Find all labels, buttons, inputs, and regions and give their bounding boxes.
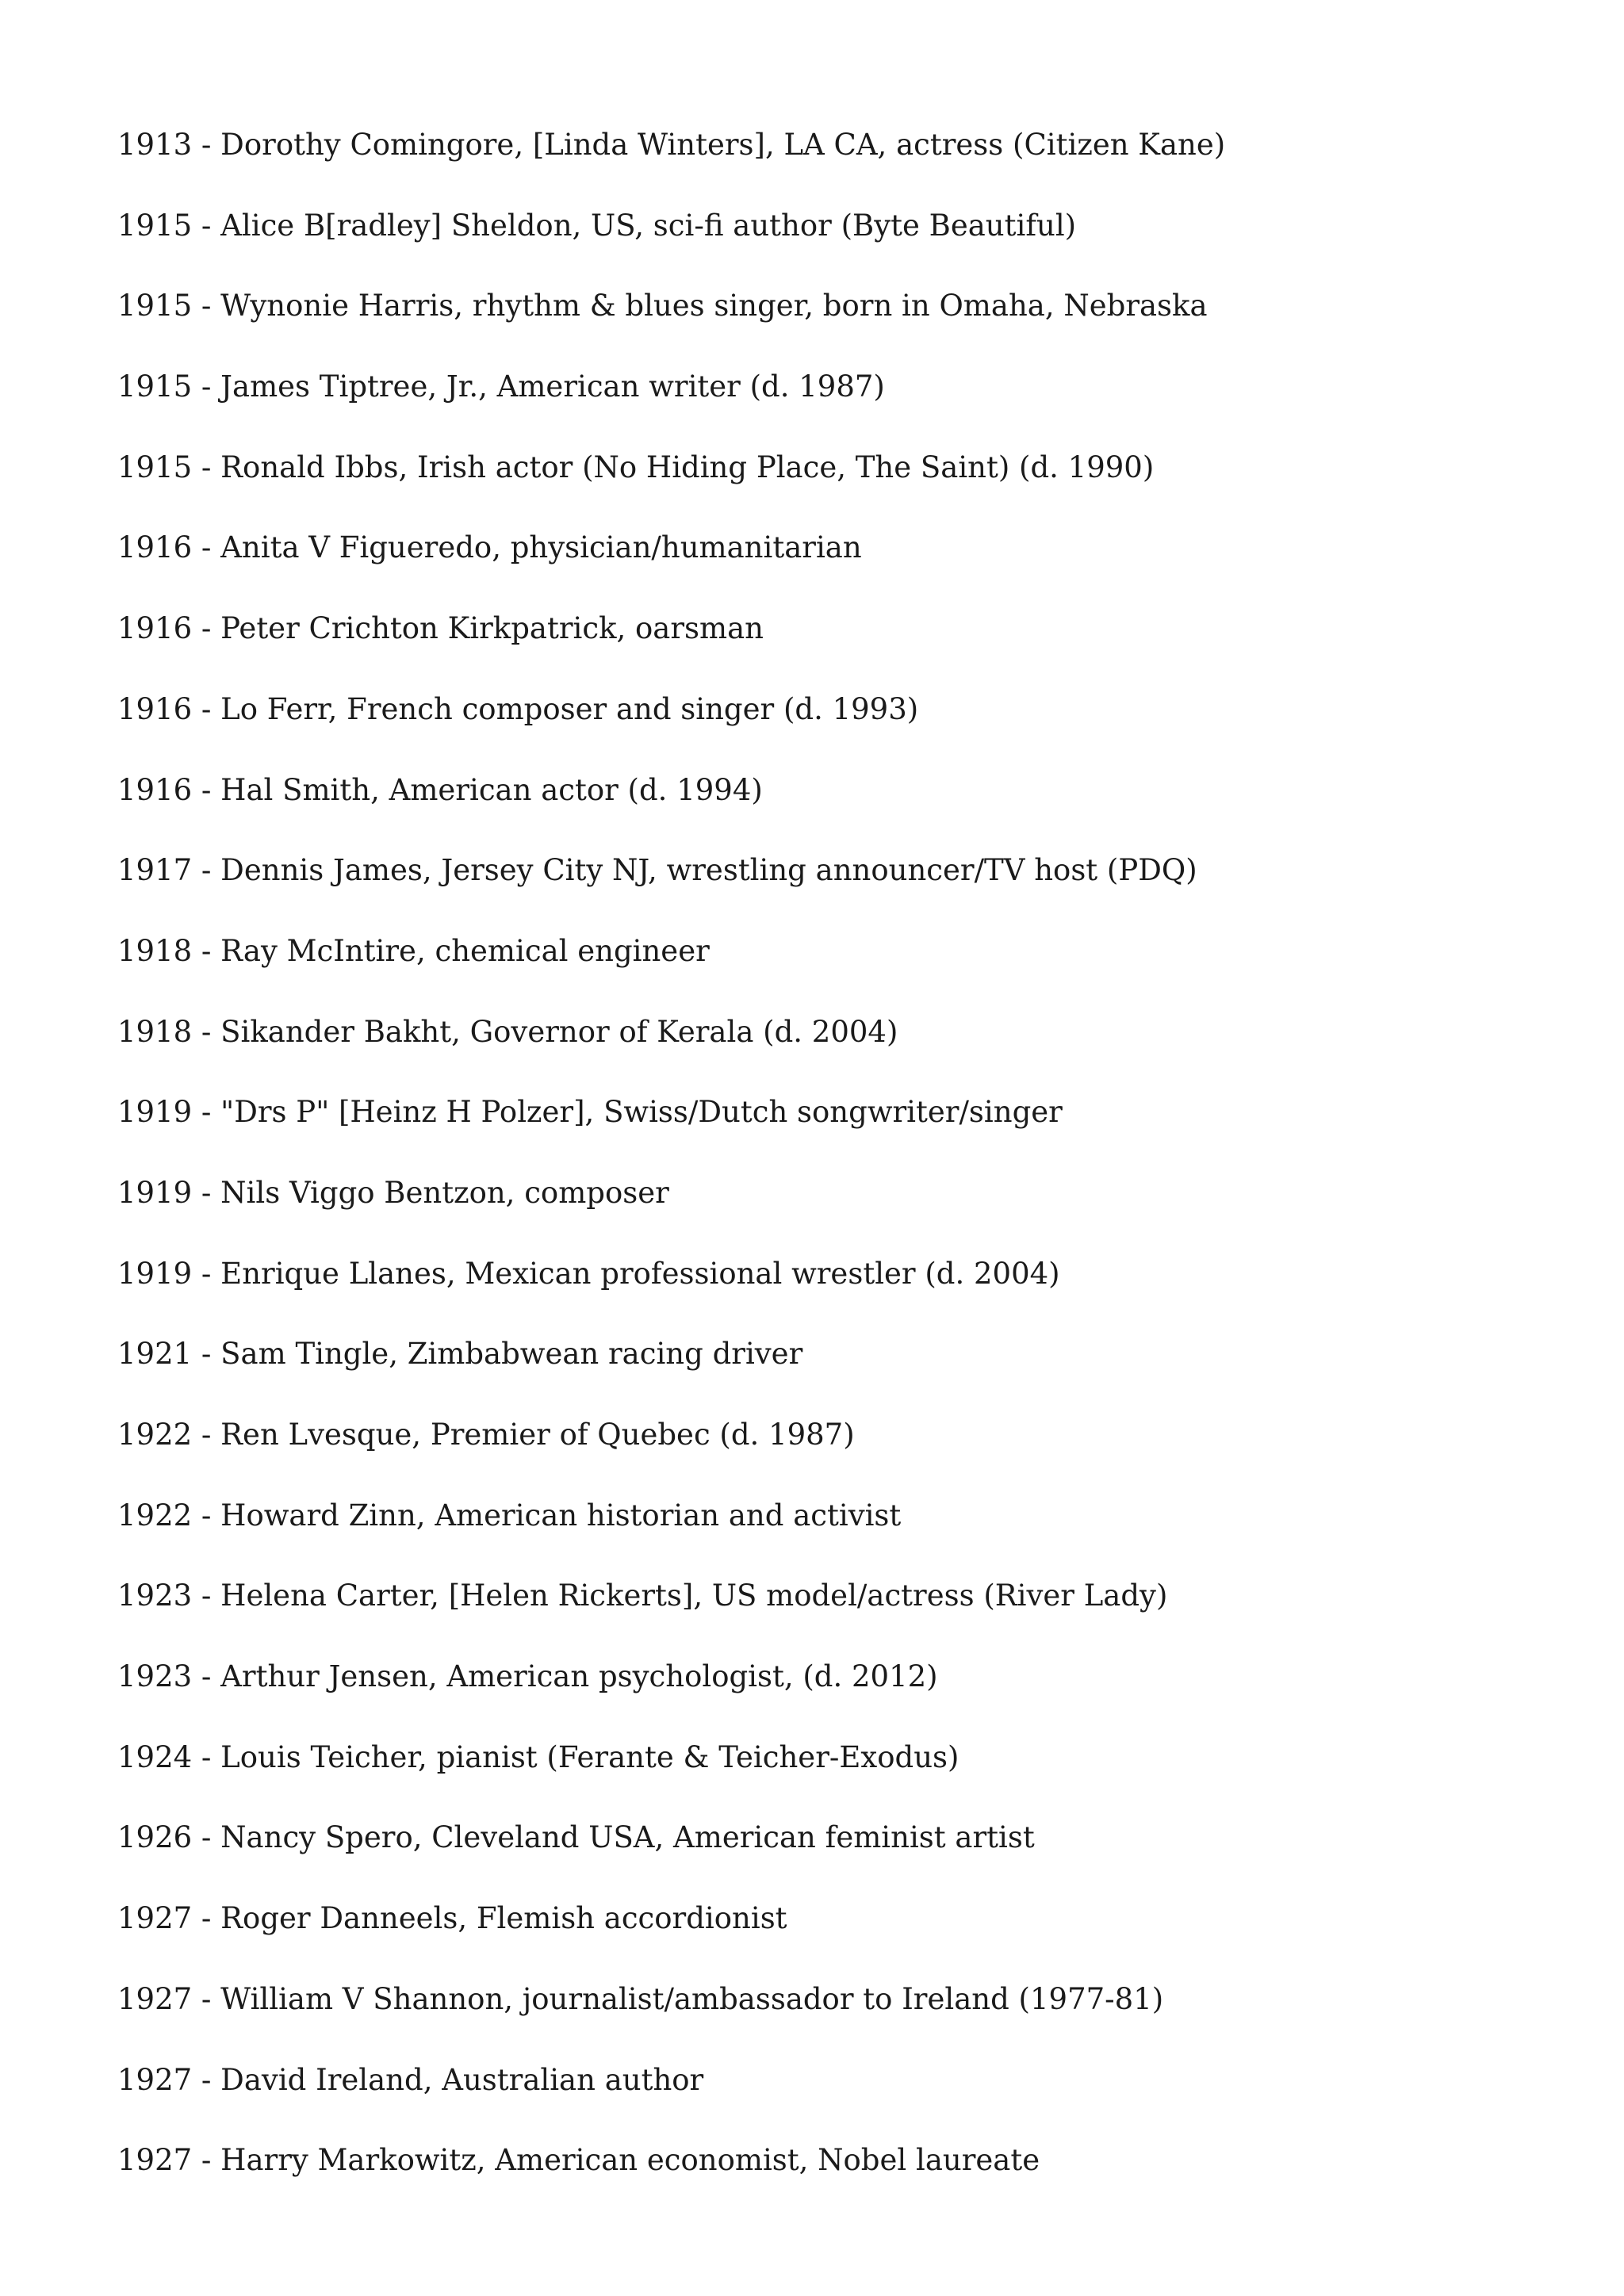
list-item: 1917 - Dennis James, Jersey City NJ, wrestling announcer/TV host (PDQ) — [117, 853, 1197, 888]
list-item: 1915 - Wynonie Harris, rhythm & blues singer, born in Omaha, Nebraska — [117, 289, 1208, 323]
list-item: 1915 - Alice B[radley] Sheldon, US, sci-fi author (Byte Beautiful) — [117, 208, 1077, 243]
list-item: 1923 - Helena Carter, [Helen Rickerts], US model/actress (River Lady) — [117, 1578, 1168, 1613]
list-item: 1918 - Ray McIntire, chemical engineer — [117, 933, 710, 968]
list-item: 1916 - Anita V Figueredo, physician/humanitarian — [117, 530, 862, 565]
list-item: 1927 - Roger Danneels, Flemish accordionist — [117, 1901, 787, 1936]
list-item: 1923 - Arthur Jensen, American psychologist, (d. 2012) — [117, 1659, 938, 1694]
list-item: 1915 - James Tiptree, Jr., American writer (d. 1987) — [117, 369, 885, 404]
list-item: 1918 - Sikander Bakht, Governor of Kerala (d. 2004) — [117, 1014, 898, 1049]
list-item: 1916 - Lo Ferr, French composer and singer (d. 1993) — [117, 691, 919, 726]
list-item: 1927 - David Ireland, Australian author — [117, 2062, 704, 2097]
list-item: 1919 - Enrique Llanes, Mexican professional wrestler (d. 2004) — [117, 1256, 1060, 1291]
list-item: 1916 - Hal Smith, American actor (d. 1994) — [117, 772, 763, 807]
list-item: 1915 - Ronald Ibbs, Irish actor (No Hiding Place, The Saint) (d. 1990) — [117, 450, 1155, 484]
list-item: 1913 - Dorothy Comingore, [Linda Winters], LA CA, actress (Citizen Kane) — [117, 128, 1226, 162]
list-item: 1922 - Ren Lvesque, Premier of Quebec (d. 1987) — [117, 1418, 855, 1452]
list-item: 1919 - Nils Viggo Bentzon, composer — [117, 1175, 669, 1210]
list-item: 1926 - Nancy Spero, Cleveland USA, American feminist artist — [117, 1820, 1035, 1855]
list-item: 1924 - Louis Teicher, pianist (Ferante & Teicher-Exodus) — [117, 1739, 959, 1774]
list-item: 1927 - William V Shannon, journalist/ambassador to Ireland (1977-81) — [117, 1981, 1164, 2016]
births-list — [117, 119, 1545, 2215]
list-item: 1919 - "Drs P" [Heinz H Polzer], Swiss/Dutch songwriter/singer — [117, 1095, 1063, 1130]
list-item: 1922 - Howard Zinn, American historian and activist — [117, 1498, 902, 1533]
list-item: 1927 - Harry Markowitz, American economist, Nobel laureate — [117, 2143, 1040, 2178]
list-item: 1921 - Sam Tingle, Zimbabwean racing driver — [117, 1337, 803, 1372]
list-item: 1916 - Peter Crichton Kirkpatrick, oarsman — [117, 611, 764, 646]
